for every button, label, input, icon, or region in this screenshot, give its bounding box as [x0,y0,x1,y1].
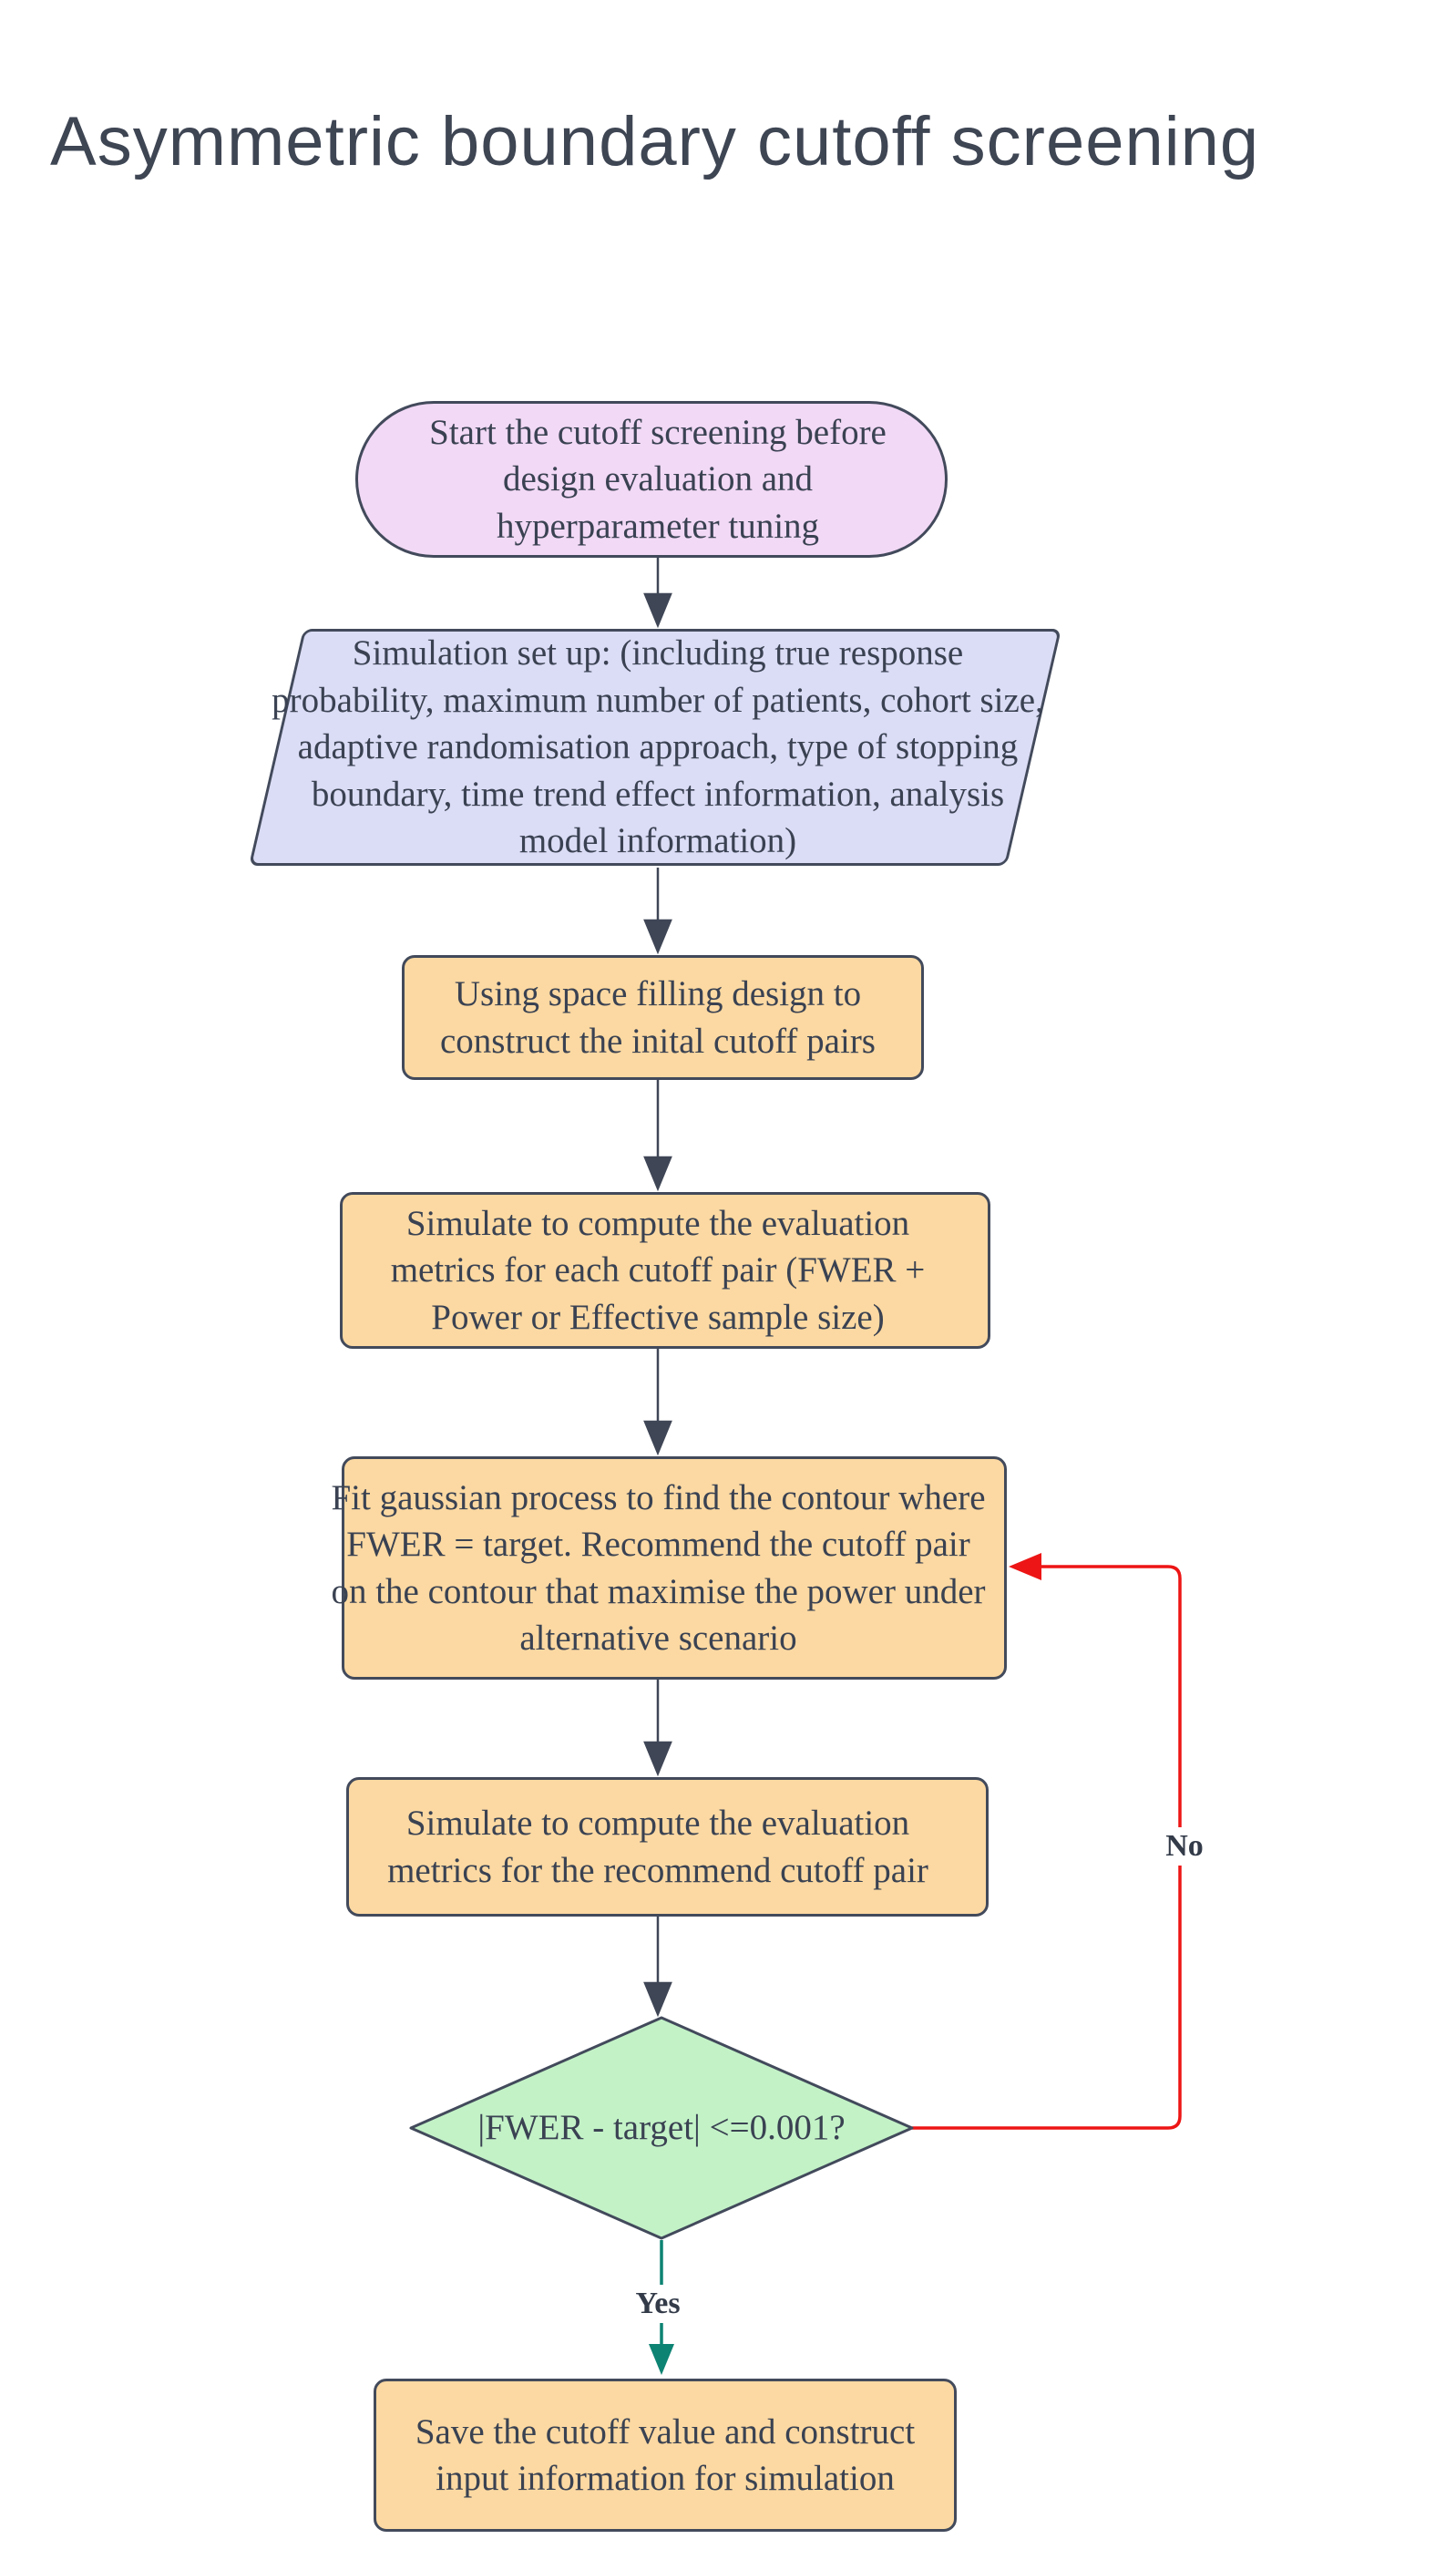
arrowhead-simulateeach-fitgp-icon [645,1422,671,1453]
node-simulate-each-label: Simulate to compute the evaluation metrics for each cutoff pair (FWER + Power or Effective sample size) [390,1203,926,1337]
arrowhead-yes-icon [649,2344,674,2375]
edge-label-no: No [1158,1827,1211,1866]
arrowhead-simulaterecommend-decision-icon [645,1983,671,2014]
node-simulate-recommend-label: Simulate to compute the evaluation metrics for the recommend cutoff pair [387,1804,928,1890]
arrowhead-start-setup-icon [645,594,671,625]
node-save-label: Save the cutoff value and construct input information for simulation [415,2411,916,2498]
node-start-label: Start the cutoff screening before design evaluation and hyperparameter tuning [429,412,887,546]
node-setup-label: Simulation set up: (including true response probability, maximum number of patients, cohort size, adaptive randomisation approach, type of stopping boundary, time trend effect information, analysis model information) [272,633,1044,861]
arrowhead-no-loop-icon [1009,1553,1041,1580]
node-decision-label: |FWER - target| <=0.001? [477,2108,846,2148]
node-space-filling-label: Using space filling design to construct the inital cutoff pairs [440,974,876,1061]
node-fit-gp-label: Fit gaussian process to find the contour where FWER = target. Recommend the cutoff pair on the contour that maximise the power under alternative scenario [331,1477,986,1658]
edge-label-yes: Yes [628,2285,687,2323]
arrowhead-spacefilling-simulateeach-icon [645,1157,671,1188]
page-title: Asymmetric boundary cutoff screening [50,103,1260,180]
arrowhead-fitgp-simulaterecommend-icon [645,1742,671,1773]
arrowhead-setup-spacefilling-icon [645,920,671,951]
